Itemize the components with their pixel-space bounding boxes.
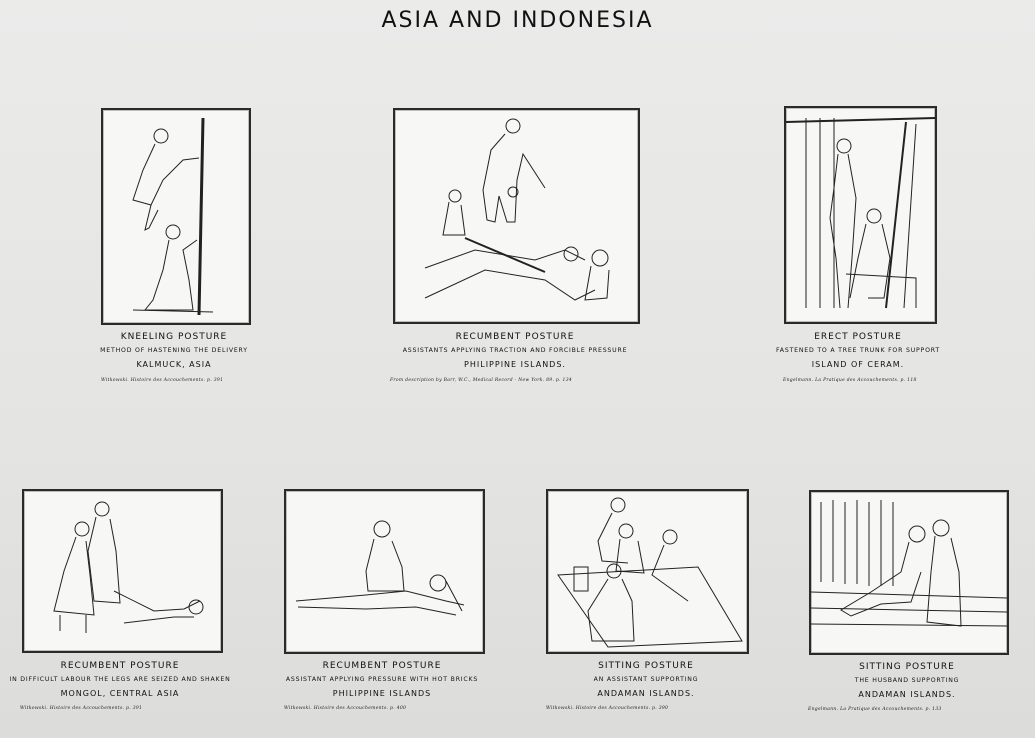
caption-source: Witkowski. Histoire des Accouchements. p. 400	[284, 706, 407, 711]
caption-place: MONGOL, CENTRAL ASIA	[60, 689, 180, 698]
caption-place: PHILIPPINE ISLANDS	[332, 689, 432, 698]
caption-description: THE HUSBAND SUPPORTING	[854, 677, 960, 684]
caption-block	[787, 660, 1027, 702]
caption-source: Engelmann. La Pratique des Accouchements. p. 133	[808, 707, 942, 712]
caption-source: From description by Barr, W.C., Medical Record - New York. 89. p. 134	[390, 378, 573, 383]
caption-block	[0, 659, 240, 701]
caption-description: AN ASSISTANT SUPPORTING	[593, 676, 699, 683]
caption-heading: KNEELING POSTURE	[120, 332, 228, 342]
illustration-recumbent-mongol	[22, 489, 223, 653]
caption-source: Witkowski. Histoire des Accouchements. p. 391	[20, 706, 143, 711]
caption-block	[262, 659, 502, 701]
caption-place: PHILIPPINE ISLANDS.	[464, 360, 566, 369]
illustration-kneeling-kalmuck	[101, 108, 251, 325]
caption-description: FASTENED TO A TREE TRUNK FOR SUPPORT	[776, 347, 940, 354]
caption-heading: ERECT POSTURE	[814, 332, 902, 342]
caption-block	[526, 659, 766, 701]
illustration-erect-tree	[784, 106, 937, 324]
caption-heading: RECUMBENT POSTURE	[322, 661, 442, 671]
caption-place: ANDAMAN ISLANDS.	[597, 689, 695, 698]
caption-place: KALMUCK, ASIA	[136, 360, 212, 369]
caption-source: Witkowski. Histoire des Accouchements. p. 391	[101, 378, 224, 383]
caption-source: Witkowski. Histoire des Accouchements. p. 390	[546, 706, 669, 711]
illustration-sitting-husband	[809, 490, 1009, 655]
caption-heading: SITTING POSTURE	[598, 661, 694, 671]
caption-description: ASSISTANTS APPLYING TRACTION AND FORCIBLE PRESSURE	[402, 347, 628, 354]
caption-place: ANDAMAN ISLANDS.	[858, 690, 956, 699]
caption-description: IN DIFFICULT LABOUR THE LEGS ARE SEIZED AND SHAKEN	[9, 676, 231, 683]
illustration-recumbent-hot-bricks	[284, 489, 485, 654]
caption-description: ASSISTANT APPLYING PRESSURE WITH HOT BRICKS	[285, 676, 479, 683]
caption-heading: RECUMBENT POSTURE	[60, 661, 180, 671]
poster-title: ASIA AND INDONESIA	[381, 8, 654, 33]
caption-place: ISLAND OF CERAM.	[811, 360, 905, 369]
caption-block	[365, 330, 665, 372]
caption-description: METHOD OF HASTENING THE DELIVERY	[100, 347, 248, 354]
caption-source: Engelmann. La Pratique des Accouchements. p. 118	[783, 378, 917, 383]
caption-block	[758, 330, 958, 372]
caption-heading: SITTING POSTURE	[859, 662, 955, 672]
illustration-recumbent-traction	[393, 108, 640, 324]
illustration-sitting-assistant	[546, 489, 749, 654]
caption-block	[74, 330, 274, 372]
caption-heading: RECUMBENT POSTURE	[455, 332, 575, 342]
